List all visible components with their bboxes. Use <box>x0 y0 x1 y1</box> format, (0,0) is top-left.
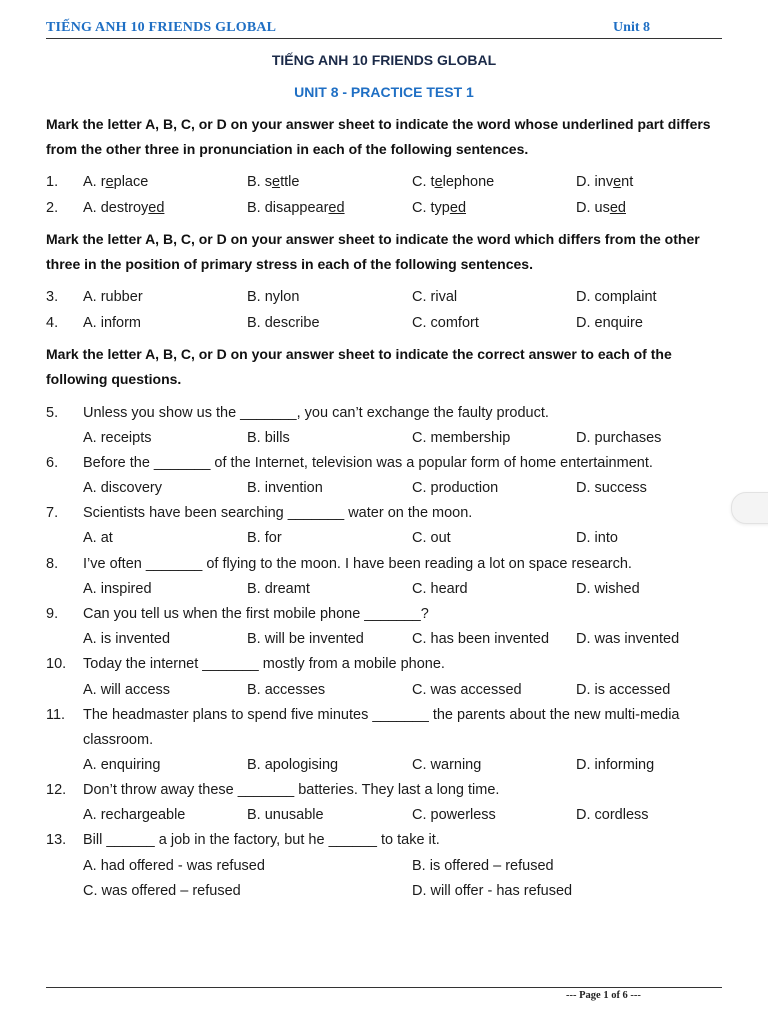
option-d: D. enquire <box>576 315 643 331</box>
instruction-multiple-choice: Mark the letter A, B, C, or D on your answer sheet to indicate the correct answer to each of the following questions. <box>46 346 672 387</box>
question-row <box>0 555 768 579</box>
question-row <box>0 706 768 730</box>
option-a: A. enquiring <box>83 757 161 773</box>
option-a <box>83 173 148 191</box>
option-a: A. at <box>83 530 113 546</box>
option-text: place <box>113 174 149 190</box>
option-text: nt <box>621 174 634 190</box>
question-row <box>0 173 768 197</box>
footer-divider <box>46 987 722 988</box>
option-row <box>0 857 768 881</box>
question-stem: Unless you show us the _______, you can’t exchange the faulty product. <box>83 405 549 421</box>
option-text: D. inv <box>576 174 614 190</box>
option-row <box>0 806 768 830</box>
option-b: B. bills <box>247 430 290 446</box>
option-b: B. unusable <box>247 807 324 823</box>
option-text: lephone <box>442 174 495 190</box>
option-b <box>247 173 299 191</box>
option-a <box>83 199 164 217</box>
option-text: B. s <box>247 174 272 190</box>
option-a: A. rubber <box>83 289 143 305</box>
side-panel-handle[interactable] <box>731 492 768 524</box>
question-stem: Scientists have been searching _______ water on the moon. <box>83 505 473 521</box>
option-d: D. complaint <box>576 289 657 305</box>
option-c: C. production <box>412 480 499 496</box>
question-row <box>0 454 768 478</box>
underlined-part: ed <box>328 200 345 216</box>
option-b: B. dreamt <box>247 581 310 597</box>
question-number: 7. <box>46 505 59 521</box>
page-number: --- Page 1 of 6 --- <box>566 990 641 1001</box>
option-a: A. is invented <box>83 631 171 647</box>
option-text: C. t <box>412 174 435 190</box>
question-number: 12. <box>46 782 67 798</box>
option-b: B. invention <box>247 480 323 496</box>
question-number: 10. <box>46 656 67 672</box>
option-row <box>0 681 768 705</box>
option-b: B. is offered – refused <box>412 858 554 874</box>
question-number: 13. <box>46 832 67 848</box>
option-d <box>576 199 626 217</box>
question-number: 8. <box>46 556 59 572</box>
option-c: C. out <box>412 530 451 546</box>
question-stem: Don’t throw away these _______ batteries. They last a long time. <box>83 782 500 798</box>
option-a: A. had offered - was refused <box>83 858 265 874</box>
question-row <box>0 605 768 629</box>
option-d: D. success <box>576 480 647 496</box>
underlined-part: e <box>613 174 622 190</box>
question-number: 5. <box>46 405 59 421</box>
underlined-part: ed <box>449 200 467 216</box>
option-a: A. rechargeable <box>83 807 186 823</box>
option-c: C. has been invented <box>412 631 550 647</box>
option-b: B. describe <box>247 315 320 331</box>
option-d: D. wished <box>576 581 640 597</box>
option-d: D. is accessed <box>576 682 671 698</box>
option-b: B. for <box>247 530 282 546</box>
question-number: 4. <box>46 315 59 331</box>
option-c <box>412 199 466 217</box>
option-c: C. membership <box>412 430 511 446</box>
option-d <box>576 173 633 191</box>
option-c <box>412 173 494 191</box>
instruction-pronunciation: Mark the letter A, B, C, or D on your answer sheet to indicate the word whose underlined part differs from the other three in pronunciation in each of the following sentences. <box>46 116 711 157</box>
question-row <box>0 504 768 528</box>
option-c: C. rival <box>412 289 458 305</box>
header-unit: Unit 8 <box>613 20 650 35</box>
option-b <box>247 199 345 217</box>
question-row <box>0 831 768 855</box>
option-row <box>0 529 768 553</box>
option-row <box>0 479 768 503</box>
option-text: D. us <box>576 200 610 216</box>
question-row <box>0 288 768 312</box>
question-number: 9. <box>46 606 59 622</box>
underlined-part: ed <box>609 200 626 216</box>
option-b: B. apologising <box>247 757 339 773</box>
option-b: B. accesses <box>247 682 326 698</box>
question-number: 2. <box>46 200 59 216</box>
option-d: D. purchases <box>576 430 662 446</box>
question-row <box>0 404 768 428</box>
option-b: B. nylon <box>247 289 300 305</box>
document-subtitle: UNIT 8 - PRACTICE TEST 1 <box>294 84 474 100</box>
option-text: ttle <box>280 174 300 190</box>
question-row <box>0 655 768 679</box>
question-number: 11. <box>46 707 66 723</box>
option-d: D. cordless <box>576 807 649 823</box>
option-b: B. will be invented <box>247 631 364 647</box>
question-number: 6. <box>46 455 59 471</box>
option-d: D. into <box>576 530 618 546</box>
question-stem: Can you tell us when the first mobile phone _______? <box>83 606 429 622</box>
question-number: 3. <box>46 289 59 305</box>
option-row <box>0 882 768 906</box>
option-row <box>0 756 768 780</box>
instruction-stress: Mark the letter A, B, C, or D on your answer sheet to indicate the word which differs from the other three in the position of primary stress in each of the following sentences. <box>46 231 700 272</box>
header-book-title: TIẾNG ANH 10 FRIENDS GLOBAL <box>46 20 277 35</box>
question-stem: I’ve often _______ of flying to the moon. I have been reading a lot on space research. <box>83 556 632 572</box>
option-c: C. was offered – refused <box>83 883 241 899</box>
running-header <box>46 18 722 39</box>
question-number: 1. <box>46 174 59 190</box>
option-row <box>0 580 768 604</box>
underlined-part: e <box>271 174 281 190</box>
option-row <box>0 429 768 453</box>
question-stem: The headmaster plans to spend five minutes _______ the parents about the new multi-media <box>83 707 680 723</box>
option-d: D. informing <box>576 757 655 773</box>
question-stem: Today the internet _______ mostly from a mobile phone. <box>83 656 445 672</box>
underlined-part: e <box>105 174 114 190</box>
question-stem: Before the _______ of the Internet, television was a popular form of home entertainment. <box>83 455 653 471</box>
question-row <box>0 314 768 338</box>
question-stem: classroom. <box>83 732 154 748</box>
question-row <box>0 199 768 223</box>
option-text: B. disappear <box>247 200 329 216</box>
option-a: A. will access <box>83 682 171 698</box>
option-row <box>0 630 768 654</box>
underlined-part: ed <box>148 200 165 216</box>
option-text: C. typ <box>412 200 450 216</box>
underlined-part: e <box>434 174 443 190</box>
option-a: A. inform <box>83 315 142 331</box>
option-text: A. destroy <box>83 200 149 216</box>
option-text: A. r <box>83 174 106 190</box>
document-title: TIẾNG ANH 10 FRIENDS GLOBAL <box>271 52 497 68</box>
option-c: C. was accessed <box>412 682 522 698</box>
option-c: C. warning <box>412 757 482 773</box>
question-stem-continued <box>0 731 768 755</box>
option-d: D. will offer - has refused <box>412 883 573 899</box>
option-d: D. was invented <box>576 631 680 647</box>
question-stem: Bill ______ a job in the factory, but he ______ to take it. <box>83 832 440 848</box>
question-row <box>0 781 768 805</box>
option-a: A. receipts <box>83 430 152 446</box>
option-a: A. inspired <box>83 581 152 597</box>
option-c: C. comfort <box>412 315 479 331</box>
option-a: A. discovery <box>83 480 162 496</box>
option-c: C. heard <box>412 581 468 597</box>
option-c: C. powerless <box>412 807 496 823</box>
